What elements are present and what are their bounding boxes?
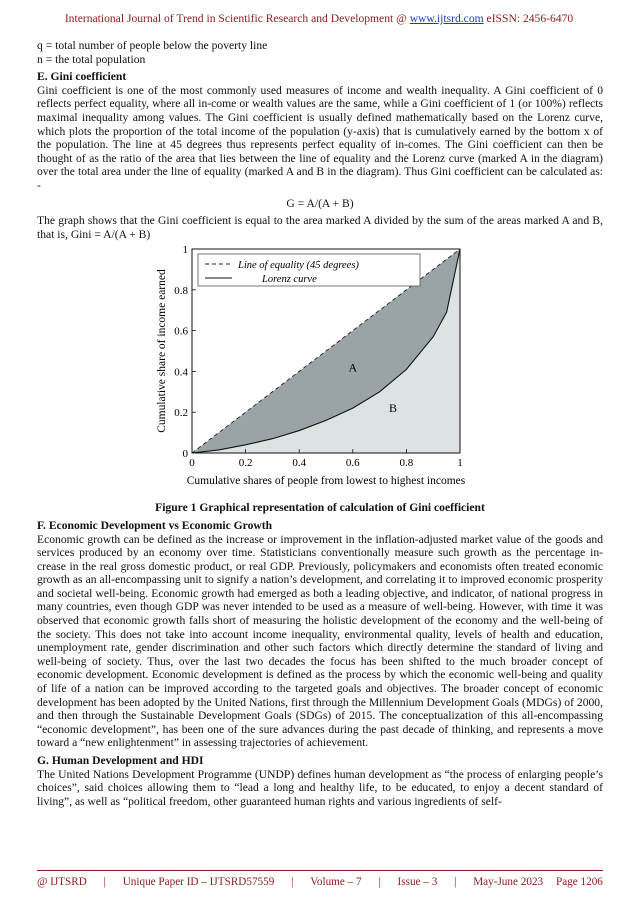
section-f-heading: F. Economic Development vs Economic Growth: [37, 518, 273, 532]
footer-sep-4: |: [454, 876, 457, 888]
x-tick-label: 0: [189, 457, 195, 470]
footer-volume: Volume – 7: [310, 876, 362, 888]
x-tick-label: 0.6: [345, 457, 360, 470]
legend-entry-equality: Line of equality (45 degrees): [238, 260, 359, 272]
gini-figure: [37, 245, 603, 497]
section-e-paragraph-1: Gini coefficient is one of the most commonly used measures of income and wealth inequality. A Gini coefficient of 0 reflects perfect equality, where all in-come or wealth values are the same, while a Gini coefficient of 1 (or 100%) reflects maximal inequality among values. The Gini coefficient is usually defined mathematically based on the Lorenz curve, which plots the proportion of the total income of the population (y-axis) that is cumulatively earned by the bottom x of the population. The line at 45 degrees thus represents perfect equality of in-comes. The Gini coefficient can then be thought of as the ratio of the area that lies between the line of equality and the Lorenz curve (marked A in the diagram) over the total area under the line of equality (marked A and B in the diagram). Thus Gini coefficient can be calculated as: -: [37, 83, 603, 192]
footer-sep-2: |: [291, 876, 294, 888]
header-journal: International Journal of Trend in Scientific Research and Development @: [64, 12, 410, 25]
section-e-heading: E. Gini coefficient: [37, 70, 127, 84]
footer-rule: [37, 870, 603, 871]
y-tick-label: 0.4: [174, 366, 188, 379]
definition-q: q = total number of people below the poverty line: [37, 39, 268, 52]
area-a-label: A: [348, 360, 358, 375]
y-tick-label: 1: [182, 245, 188, 257]
header-issn: eISSN: 2456-6470: [483, 12, 574, 25]
area-b-label: B: [388, 401, 398, 416]
y-tick-label: 0: [182, 448, 188, 461]
running-footer: [37, 876, 603, 888]
figure-caption: Figure 1 Graphical representation of calculation of Gini coefficient: [155, 501, 485, 515]
x-tick-label: 0.2: [238, 457, 253, 470]
footer-journal: @ IJTSRD: [37, 876, 87, 888]
footer-issue: Issue – 3: [397, 876, 438, 888]
y-tick-label: 0.6: [174, 325, 188, 338]
x-tick-label: 0.4: [292, 457, 307, 470]
section-g-heading: G. Human Development and HDI: [37, 754, 204, 767]
footer-sep-1: |: [103, 876, 106, 888]
y-tick-label: 0.8: [174, 285, 188, 298]
gini-formula: G = A/(A + B): [286, 196, 354, 210]
x-tick-label: 1: [457, 457, 463, 470]
journal-website-link[interactable]: www.ijtsrd.com: [409, 12, 484, 25]
definition-n: n = the total population: [37, 52, 146, 66]
footer-sep-3: |: [378, 876, 381, 888]
page-body: [37, 39, 603, 812]
lorenz-chart: [37, 245, 603, 497]
section-g-paragraph: The United Nations Development Programme (UNDP) defines human development as “the process of enlarging people’s choices”, said choices allowing them to “lead a long and healthy life, to be educated, to enjoy a decent standard of living”, as well as “political freedom, other guaranteed human rights and various ingredients of self-: [37, 767, 603, 808]
running-header: [0, 12, 638, 25]
y-axis-label: Cumulative share of income earned: [156, 269, 168, 434]
y-tick-label: 0.2: [174, 407, 188, 420]
footer-paper-id: Unique Paper ID – IJTSRD57559: [122, 876, 275, 888]
x-tick-label: 0.8: [399, 457, 414, 470]
section-f-paragraph: Economic growth can be defined as the increase or improvement in the inflation-adjusted market value of the goods and services produced by an economy over time. Statisticians conventionally measure such growth as the percentage in-crease in the real gross domestic product, or real GDP. Previously, policymakers and economists often treated economic growth as an all-encompassing unit to signify a nation’s development, and correlating it to improved economic prosperity and societal well-being. Economic growth had emerged as both a leading objective, and indicator, of national progress in many countries, even though GDP was never intended to be used as a measure of well-being. However, with time it was observed that economic growth falls short of measuring the holistic development of the economy and the well-being of the society. This does not take into account income inequality, environmental quality, levels of health and education, unemployment rate, gender discrimination and other such factors which directly determine the standard of living and well-being of society. Thus, over the last two decades the focus has been shifted to the much broader concept of economic development. Economic development is defined as the process by which the economic well-being and quality of life of a nation can be improved according to the targeted goals and objectives. The broader concept of economic development has been adopted by the United Nations, first through the Millennium Development Goals (MDGs) of 2000, and then through the Sustainable Development Goals (SDGs) of 2015. The conceptualization of this all-encompassing “economic development”, has been one of the sure advances during the past decade of thinking, and represents a move toward a “new enlightenment” in assessing trajectories of achievement.: [37, 532, 603, 750]
x-axis-label: Cumulative shares of people from lowest to highest incomes: [186, 475, 466, 488]
section-e-paragraph-2: The graph shows that the Gini coefficient is equal to the area marked A divided by the sum of the areas marked A and B, that is, Gini = A/(A + B): [37, 214, 603, 241]
footer-date: May-June 2023: [473, 876, 544, 888]
footer-page: Page 1206: [555, 876, 603, 888]
legend-entry-lorenz: Lorenz curve: [262, 274, 317, 286]
